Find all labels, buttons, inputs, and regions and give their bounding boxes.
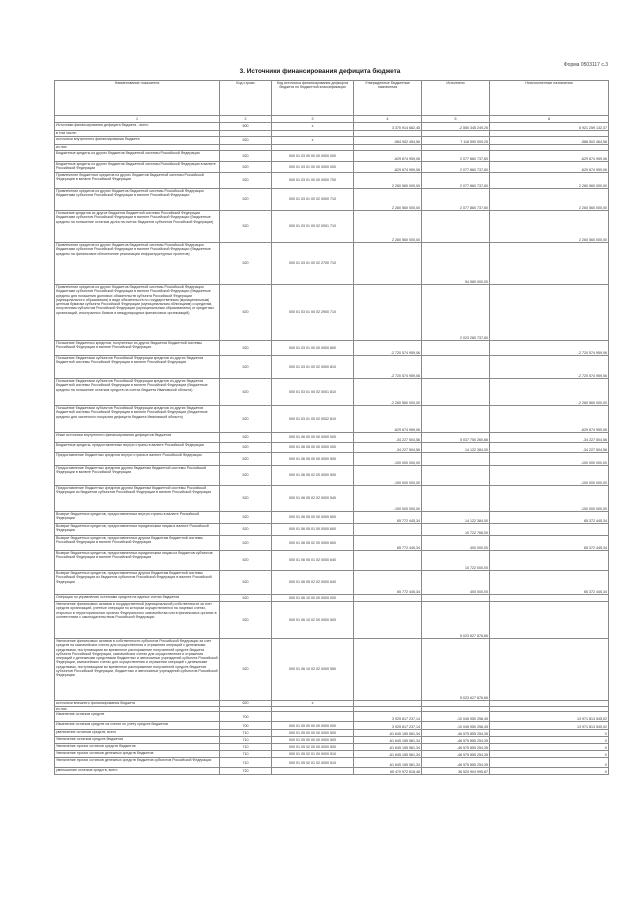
table-row [55, 341, 609, 356]
row-name: Увеличение остатков средств бюджетов [55, 737, 220, 744]
row-executed: 5 037 750 260,66 [422, 433, 490, 443]
row-approved: -61 645 155 581,34 [354, 730, 422, 737]
row-line-code: 520 [220, 466, 272, 486]
row-name: Бюджетные кредиты, предоставленные внутри страны в валюте Российской Федерации [55, 443, 220, 453]
table-row [55, 751, 609, 758]
row-source-code: 000 01 03 00 00 00 0000 000 [272, 151, 354, 162]
row-source-code: 000 01 05 00 00 00 0000 500 [272, 730, 354, 737]
row-source-code: 000 01 05 02 01 02 0000 510 [272, 758, 354, 768]
row-approved: -61 645 155 581,34 [354, 744, 422, 751]
row-line-code: 710 [220, 758, 272, 768]
table-row [55, 571, 609, 595]
row-source-code: 000 01 05 00 00 00 0000 000 [272, 722, 354, 730]
row-executed: 2 077 860 737,60 [422, 189, 490, 211]
table-row [55, 285, 609, 341]
row-approved [354, 595, 422, 602]
row-executed: 5 023 627 876,66 [422, 602, 490, 639]
row-unexecuted [490, 285, 609, 341]
row-source-code: 000 01 06 05 02 00 0000 600 [272, 536, 354, 551]
row-line-code: 520 [220, 486, 272, 512]
row-unexecuted [490, 602, 609, 639]
row-source-code: 000 01 05 00 00 00 0000 500 [272, 737, 354, 744]
table-row [55, 595, 609, 602]
row-unexecuted: X [490, 768, 609, 775]
table-row [55, 173, 609, 189]
row-approved: 3 925 817 237,14 [354, 722, 422, 730]
row-unexecuted: X [490, 758, 609, 768]
row-executed: 2 077 860 737,60 [422, 151, 490, 162]
row-executed [422, 595, 490, 602]
row-line-code: 520 [220, 406, 272, 433]
row-approved: -629 674 959,06 [354, 162, 422, 173]
row-unexecuted: -2 720 574 959,06 [490, 356, 609, 379]
table-row [55, 512, 609, 524]
row-name: Привлечение кредитов из других бюджетов бюджетной системы Российской Федерации бюджетами субъектов Российской Федерации в валюте Российской Федерации [55, 189, 220, 211]
row-name: Увеличение прочих остатков средств бюджетов [55, 744, 220, 751]
row-line-code: 520 [220, 285, 272, 341]
row-approved: -61 645 155 581,34 [354, 758, 422, 768]
row-source-code: x [272, 701, 354, 707]
row-unexecuted: 2 260 560 000,00 [490, 189, 609, 211]
row-approved [354, 285, 422, 341]
row-executed: -10 045 950 258,45 [422, 712, 490, 722]
row-unexecuted: -629 674 959,06 [490, 162, 609, 173]
row-name: Бюджетные кредиты из других бюджетов бюджетной системы Российской Федерации в валюте Российской Федерации [55, 162, 220, 173]
page-title: 3. Источники финансирования дефицита бюджета [239, 68, 401, 75]
row-unexecuted: X [490, 751, 609, 758]
row-name: Погашение кредитов из других бюджетов бюджетной системы Российской Федерации бюджетами субъектов Российской Федерации в валюте Российской Федерации (бюджетные кредиты на погашение остатков долга на счетах бюджетов субъектов Российской Федерации) [55, 211, 220, 243]
row-unexecuted: -2 260 560 000,00 [490, 379, 609, 406]
row-executed: -46 575 855 254,35 [422, 758, 490, 768]
row-executed: -46 575 855 254,35 [422, 730, 490, 737]
row-name: Возврат бюджетных кредитов, предоставленных другим бюджетам бюджетной системы Российской Федерации из бюджетов субъектов Российской Федерации в валюте Российской Федерации [55, 571, 220, 595]
table-row [55, 466, 609, 486]
table-row [55, 406, 609, 433]
row-source-code: 000 01 05 02 01 00 0000 510 [272, 751, 354, 758]
row-name: источники внутреннего финансирования бюджета [55, 137, 220, 145]
row-line-code: 720 [220, 768, 272, 775]
row-source-code: x [272, 123, 354, 131]
row-executed [422, 379, 490, 406]
table-row [55, 189, 609, 211]
row-name: Изменение остатков средств [55, 712, 220, 722]
row-executed: 14 122 384,00 [422, 443, 490, 453]
row-approved: -100 000 000,00 [354, 466, 422, 486]
column-number: 5 [422, 116, 490, 123]
row-unexecuted: 65 372 445,34 [490, 512, 609, 524]
row-approved: -2 720 574 959,06 [354, 341, 422, 356]
row-executed: 2 023 280 737,60 [422, 285, 490, 341]
table-row [55, 712, 609, 722]
row-name: Предоставление бюджетных кредитов другим бюджетам бюджетной системы Российской Федерации в валюте Российской Федерации [55, 466, 220, 486]
row-approved: -100 000 000,00 [354, 453, 422, 466]
row-line-code: 500 [220, 123, 272, 131]
row-executed [422, 453, 490, 466]
row-source-code [272, 768, 354, 775]
table-row [55, 243, 609, 285]
column-number: 1 [55, 116, 220, 123]
row-name: Погашение бюджетами субъектов Российской Федерации кредитов из других бюджетов бюджетной системы Российской Федерации в валюте Российской Федерации [55, 356, 220, 379]
row-unexecuted [490, 595, 609, 602]
row-unexecuted: -586 502 464,56 [490, 137, 609, 145]
row-line-code: 520 [220, 341, 272, 356]
row-approved: -61 645 155 581,34 [354, 751, 422, 758]
row-approved [354, 524, 422, 536]
row-executed: 10 722 000,00 [422, 551, 490, 571]
row-executed: 400 000,00 [422, 571, 490, 595]
row-source-code: 000 01 03 01 00 02 0000 710 [272, 189, 354, 211]
row-unexecuted: X [490, 744, 609, 751]
row-approved: -61 645 155 581,34 [354, 737, 422, 744]
row-approved: -100 000 000,00 [354, 486, 422, 512]
table-row [55, 123, 609, 131]
column-number: 3 [272, 116, 354, 123]
row-executed: -10 045 950 258,45 [422, 722, 490, 730]
row-source-code: 000 01 03 01 00 00 0000 700 [272, 173, 354, 189]
row-executed [422, 356, 490, 379]
row-source-code: x [272, 137, 354, 145]
table-row [55, 379, 609, 406]
row-executed: -46 575 855 254,35 [422, 737, 490, 744]
row-executed: 36 529 904 995,87 [422, 768, 490, 775]
column-header: Неисполненные назначения [490, 81, 609, 116]
row-source-code [272, 712, 354, 722]
row-approved: -2 260 560 000,00 [354, 379, 422, 406]
row-line-code: 620 [220, 701, 272, 707]
row-source-code: 000 01 03 01 00 02 0000 810 [272, 356, 354, 379]
row-approved: -34 227 504,56 [354, 443, 422, 453]
row-executed: -2 550 345 249,25 [422, 123, 490, 131]
row-unexecuted [490, 524, 609, 536]
row-name: в том числе: [55, 131, 220, 137]
table-row [55, 602, 609, 639]
row-source-code: 000 01 03 01 00 00 0000 800 [272, 341, 354, 356]
row-line-code: 700 [220, 722, 272, 730]
row-approved [354, 243, 422, 285]
row-line-code: 520 [220, 137, 272, 145]
row-unexecuted: 2 260 560 000,00 [490, 173, 609, 189]
row-line-code: 710 [220, 744, 272, 751]
row-name: Предоставление бюджетных кредитов внутри страны в валюте Российской Федерации [55, 453, 220, 466]
row-unexecuted: -629 674 959,06 [490, 406, 609, 433]
row-approved [354, 639, 422, 701]
row-line-code: 520 [220, 453, 272, 466]
row-source-code: 000 01 03 01 00 02 0001 810 [272, 379, 354, 406]
row-name: источники внешнего финансирования бюджета [55, 701, 220, 707]
row-name: из них: [55, 145, 220, 151]
row-line-code: 710 [220, 730, 272, 737]
row-executed: 14 122 384,00 [422, 512, 490, 524]
row-approved: 65 470 972 818,48 [354, 768, 422, 775]
column-header: Наименование показателя [55, 81, 220, 116]
table-row [55, 524, 609, 536]
row-name: Привлечение кредитов из других бюджетов бюджетной системы Российской Федерации бюджетами субъектов Российской Федерации в валюте Российской Федерации (бюджетные кредиты для погашения долговых обязательств субъекта Российской Федерации (муниципального образования) в виде обязательств по государственным (муниципальным) ценным бумагам субъекта Российской Федерации (муниципальным облигациям) и кредитам, полученным субъектом Российской Федерации (муниципальным образованием) от кредитных организаций, иностранных банков и международных финансовых организаций) [55, 285, 220, 341]
table-row [55, 211, 609, 243]
row-executed: 10 722 768,00 [422, 524, 490, 536]
row-executed: 400 000,00 [422, 536, 490, 551]
row-unexecuted: 65 372 445,34 [490, 571, 609, 595]
table-row [55, 137, 609, 145]
table-row [55, 722, 609, 730]
row-line-code: 520 [220, 162, 272, 173]
row-source-code: 000 01 03 01 00 02 0002 810 [272, 406, 354, 433]
row-name: Предоставление бюджетных кредитов другим бюджетам бюджетной системы Российской Федерации из бюджетов субъектов Российской Федерации в валюте Российской Федерации [55, 486, 220, 512]
row-source-code: 000 01 06 00 00 00 0000 000 [272, 433, 354, 443]
row-executed [422, 466, 490, 486]
row-approved: -629 674 959,06 [354, 406, 422, 433]
row-name: Увеличение финансовых активов в государственной (муниципальной) собственности за счет средств организаций, учетные операции по которым осуществляются на лицевых счетах, открытых в территориальных органах Федерального казначейства или в финансовых органах в соответствии с законодательством Российской Федерации [55, 602, 220, 639]
table-row [55, 551, 609, 571]
row-executed: 2 077 860 737,60 [422, 173, 490, 189]
row-line-code: 520 [220, 443, 272, 453]
row-executed [422, 486, 490, 512]
row-approved: -2 720 574 959,06 [354, 356, 422, 379]
row-source-code: 000 01 06 05 00 00 0000 600 [272, 512, 354, 524]
row-line-code: 520 [220, 356, 272, 379]
form-code: Форма 0503117 с.3 [563, 62, 608, 68]
row-source-code: 000 01 06 05 02 02 0000 640 [272, 571, 354, 595]
row-name: Привлечение бюджетных кредитов из других бюджетов бюджетной системы Российской Федерации в валюте Российской Федерации [55, 173, 220, 189]
table-row [55, 737, 609, 744]
row-approved: 2 260 560 000,00 [354, 211, 422, 243]
column-number-row [55, 116, 609, 123]
table-row [55, 639, 609, 701]
row-approved: 65 772 445,34 [354, 512, 422, 524]
row-line-code: 520 [220, 433, 272, 443]
row-approved: 65 772 445,34 [354, 536, 422, 551]
row-name: Операции по управлению остатками средств на единых счетах бюджетов [55, 595, 220, 602]
row-approved [354, 551, 422, 571]
row-name: из них: [55, 707, 220, 712]
row-line-code: 710 [220, 751, 272, 758]
row-approved: 2 260 560 000,00 [354, 173, 422, 189]
row-source-code: 000 01 05 02 00 00 0000 500 [272, 744, 354, 751]
row-unexecuted: X [490, 737, 609, 744]
column-header: Код источника финансирования дефицита бюджета по бюджетной классификации [272, 81, 354, 116]
row-name: Погашение бюджетами субъектов Российской Федерации кредитов из других бюджетов бюджетной системы Российской Федерации в валюте Российской Федерации (бюджетные кредиты для частичного покрытия дефицита бюджета Ивановской области) [55, 406, 220, 433]
row-line-code: 520 [220, 551, 272, 571]
row-line-code: 520 [220, 211, 272, 243]
row-name: увеличение остатков средств, всего [55, 730, 220, 737]
row-line-code: 520 [220, 512, 272, 524]
table-row [55, 162, 609, 173]
row-line-code: 520 [220, 173, 272, 189]
row-name: Возврат бюджетных кредитов, предоставленных юридическим лицам в валюте Российской Федерации [55, 524, 220, 536]
row-name: Увеличение прочих остатков денежных средств бюджетов субъектов Российской Федерации [55, 758, 220, 768]
row-source-code: 000 01 06 10 02 02 0000 550 [272, 639, 354, 701]
row-unexecuted: 5 921 259 132,37 [490, 123, 609, 131]
row-name: Увеличение прочих остатков денежных средств бюджетов [55, 751, 220, 758]
table-row [55, 536, 609, 551]
row-unexecuted: -34 227 504,56 [490, 433, 609, 443]
row-executed [422, 211, 490, 243]
row-approved [354, 602, 422, 639]
row-executed [422, 406, 490, 433]
row-unexecuted: 65 372 445,34 [490, 536, 609, 551]
row-name: Возврат бюджетных кредитов, предоставленных юридическим лицам из бюджетов субъектов Российской Федерации в валюте Российской Федерации [55, 551, 220, 571]
row-line-code: 520 [220, 189, 272, 211]
row-name: Изменение остатков средств на счетах по учету средств бюджетов [55, 722, 220, 730]
row-line-code: 520 [220, 151, 272, 162]
table-row [55, 744, 609, 751]
row-source-code: 000 01 06 10 00 00 0000 000 [272, 595, 354, 602]
row-name: Возврат бюджетных кредитов, предоставленных другим бюджетам бюджетной системы Российской Федерации в валюте Российской Федерации [55, 536, 220, 551]
row-unexecuted: -629 674 959,06 [490, 151, 609, 162]
row-name: Погашение бюджетных кредитов, полученных из других бюджетов бюджетной системы Российской Федерации в валюте Российской Федерации [55, 341, 220, 356]
row-name: Источники финансирования дефицита бюджета - всего [55, 123, 220, 131]
row-line-code: 710 [220, 737, 272, 744]
table-row [55, 433, 609, 443]
row-name: Увеличение финансовых активов в собственности субъектов Российской Федерации за счет средств на казначейских счетах для осуществления и отражения операций с денежными средствами, поступающими во временное распоряжение получателей средств бюджета субъекта Российской Федерации, казначейских счетах для осуществления и отражения операций с денежными средствами бюджетных и автономных учреждений субъекта Российской Федерации, казначейских счетах для осуществления и отражения операций с денежными средствами, поступающими во временное распоряжение получателей средств бюджетов субъектов Российской Федерации, бюджетных и автономных учреждений субъектов Российской Федерации [55, 639, 220, 701]
row-name: Привлечение кредитов из других бюджетов бюджетной системы Российской Федерации бюджетами субъектов Российской Федерации в валюте Российской Федерации (бюджетные кредиты на финансовое обеспечение реализации инфраструктурных проектов) [55, 243, 220, 285]
row-unexecuted: -2 720 574 959,06 [490, 341, 609, 356]
row-name: Иные источники внутреннего финансирования дефицитов бюджетов [55, 433, 220, 443]
row-unexecuted [490, 639, 609, 701]
row-approved: -584 902 454,56 [354, 137, 422, 145]
column-header: Утвержденные бюджетные назначения [354, 81, 422, 116]
row-unexecuted: X [490, 730, 609, 737]
row-line-code: 520 [220, 524, 272, 536]
row-source-code: 000 01 06 05 02 00 0000 500 [272, 466, 354, 486]
row-name: уменьшение остатков средств, всего [55, 768, 220, 775]
row-source-code: 000 01 06 05 00 00 0000 500 [272, 453, 354, 466]
table-row [55, 356, 609, 379]
table-row [55, 453, 609, 466]
table-row [55, 758, 609, 768]
column-number: 4 [354, 116, 422, 123]
table-row [55, 151, 609, 162]
column-header: Код строки [220, 81, 272, 116]
row-line-code: 520 [220, 602, 272, 639]
row-source-code: 000 01 06 05 01 02 0000 640 [272, 551, 354, 571]
row-executed [422, 341, 490, 356]
row-name: Погашение бюджетами субъектов Российской Федерации кредитов из других бюджетов бюджетной системы Российской Федерации в валюте Российской Федерации (бюджетные кредиты на погашение остатков средств на счетах бюджета Ивановской области) [55, 379, 220, 406]
row-source-code: 000 01 03 01 00 02 2700 710 [272, 243, 354, 285]
row-approved: 65 772 445,34 [354, 571, 422, 595]
table-row [55, 730, 609, 737]
row-line-code: 700 [220, 712, 272, 722]
row-approved: -34 227 504,56 [354, 433, 422, 443]
row-unexecuted: -100 000 000,00 [490, 486, 609, 512]
table-row [55, 486, 609, 512]
row-line-code: 520 [220, 243, 272, 285]
row-executed: 7 116 590 009,25 [422, 137, 490, 145]
row-executed: 2 077 860 737,60 [422, 162, 490, 173]
row-source-code: 000 01 03 01 00 02 0001 710 [272, 211, 354, 243]
row-approved: 2 260 560 000,00 [354, 189, 422, 211]
row-unexecuted: -34 227 504,56 [490, 443, 609, 453]
row-source-code: 000 01 03 01 00 02 2900 710 [272, 285, 354, 341]
row-approved: 3 370 914 682,45 [354, 123, 422, 131]
table-row [55, 768, 609, 775]
column-number: 2 [220, 116, 272, 123]
row-source-code: 000 01 06 05 01 00 0000 600 [272, 524, 354, 536]
row-name: Возврат бюджетных кредитов, предоставленных внутри страны в валюте Российской Федерации [55, 512, 220, 524]
row-approved: 3 925 817 237,14 [354, 712, 422, 722]
header-row [55, 81, 609, 116]
row-line-code: 520 [220, 595, 272, 602]
row-unexecuted [490, 551, 609, 571]
row-source-code: 000 01 03 01 00 00 0000 000 [272, 162, 354, 173]
row-executed: -46 575 855 254,35 [422, 744, 490, 751]
row-unexecuted [490, 243, 609, 285]
row-unexecuted: 13 971 813 545,02 [490, 722, 609, 730]
financing-sources-table [54, 80, 609, 775]
row-source-code: 000 01 06 05 02 02 0000 540 [272, 486, 354, 512]
row-executed: 54 580 000,00 [422, 243, 490, 285]
row-unexecuted: 13 971 813 545,02 [490, 712, 609, 722]
row-unexecuted: -100 000 000,00 [490, 466, 609, 486]
row-line-code: 520 [220, 571, 272, 595]
row-unexecuted: 2 260 560 000,00 [490, 211, 609, 243]
row-name: Бюджетные кредиты из других бюджетов бюджетной системы Российской Федерации [55, 151, 220, 162]
row-executed: -46 575 855 254,35 [422, 751, 490, 758]
row-line-code: 520 [220, 639, 272, 701]
row-executed: 5 023 627 876,66 [422, 639, 490, 701]
table-row [55, 443, 609, 453]
row-line-code: 520 [220, 379, 272, 406]
row-source-code: 000 01 06 05 00 00 0000 000 [272, 443, 354, 453]
row-approved: -629 674 959,06 [354, 151, 422, 162]
row-line-code: 520 [220, 536, 272, 551]
row-source-code: 000 01 06 10 02 00 0000 500 [272, 602, 354, 639]
column-header: Исполнено [422, 81, 490, 116]
row-unexecuted: -100 000 000,00 [490, 453, 609, 466]
column-number: 6 [490, 116, 609, 123]
